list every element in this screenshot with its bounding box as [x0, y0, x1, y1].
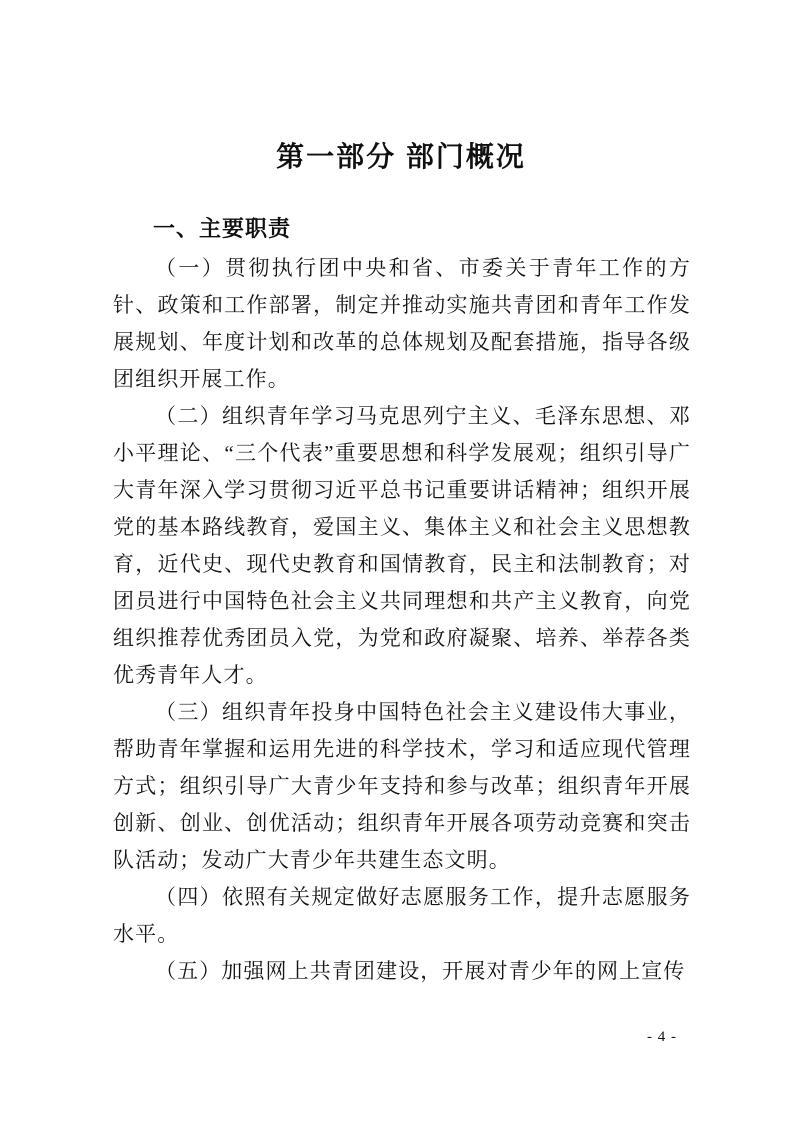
paragraph-3: （三）组织青年投身中国特色社会主义建设伟大事业，帮助青年掌握和运用先进的科学技术，学习和适应现代管理方式；组织引导广大青少年支持和参与改革；组织青年开展创新、创业、创优活动；组织青年开展各项劳动竞赛和突击队活动；发动广大青少年共建生态文明。 — [113, 700, 691, 872]
paragraph-4: （四）依照有关规定做好志愿服务工作，提升志愿服务水平。 — [113, 885, 691, 946]
paragraph-2: （二）组织青年学习马克思列宁主义、毛泽东思想、邓小平理论、“三个代表”重要思想和科学发展观；组织引导广大青年深入学习贯彻习近平总书记重要讲话精神；组织开展党的基本路线教育，爱国主义、集体主义和社会主义思想教育，近代史、现代史教育和国情教育，民主和法制教育；对团员进行中国特色社会主义共同理想和共产主义教育，向党组织推荐优秀团员入党，为党和政府凝聚、培养、举荐各类优秀青年人才。 — [113, 404, 691, 687]
document-body — [113, 250, 691, 990]
page-title: 第一部分 部门概况 — [276, 141, 526, 172]
paragraph-5: （五）加强网上共青团建设，开展对青少年的网上宣传 — [155, 959, 686, 983]
paragraph-1: （一）贯彻执行团中央和省、市委关于青年工作的方针、政策和工作部署，制定并推动实施共青团和青年工作发展规划、年度计划和改革的总体规划及配套措施，指导各级团组织开展工作。 — [113, 256, 691, 391]
page-number: - 4 - — [647, 1029, 677, 1045]
section-heading: 一、主要职责 — [153, 216, 292, 241]
